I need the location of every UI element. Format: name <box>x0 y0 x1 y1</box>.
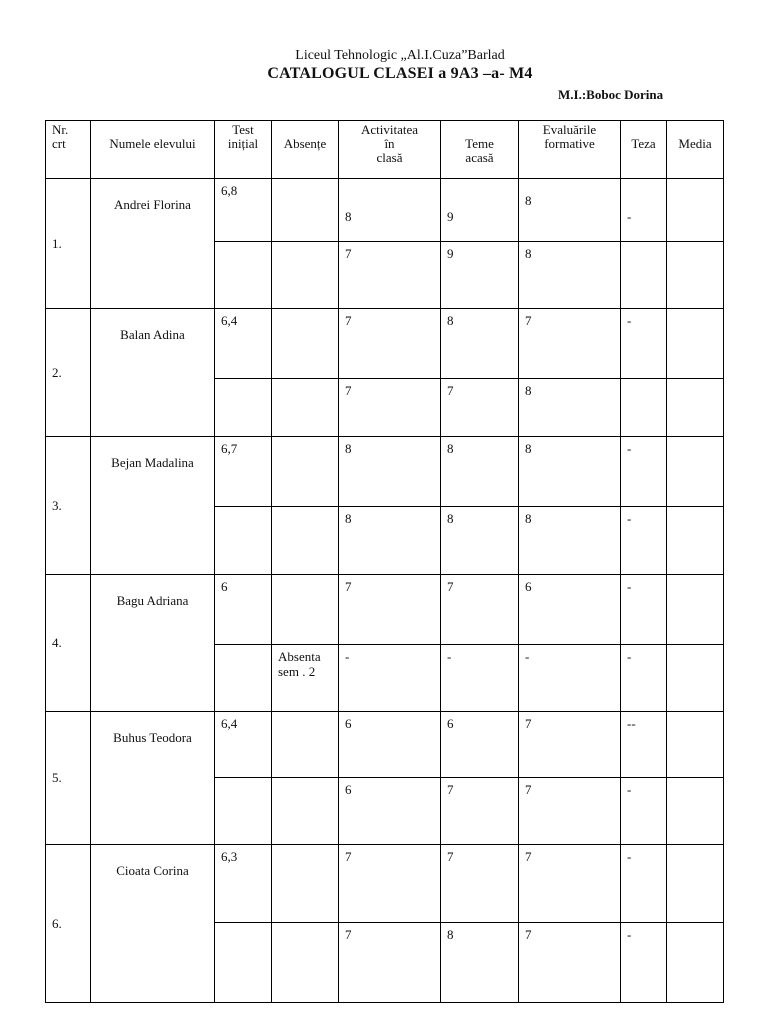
homework-cell <box>441 712 519 778</box>
initial-test-cell-value <box>215 923 271 927</box>
average-cell <box>667 242 724 309</box>
average-cell <box>667 923 724 1003</box>
initial-test-cell-value <box>215 242 271 246</box>
header-average: Media <box>667 121 724 179</box>
homework-cell <box>441 845 519 923</box>
absences-cell <box>272 845 339 923</box>
absences-cell <box>272 645 339 712</box>
class-activity-cell-value: 7 <box>345 579 352 594</box>
document-title: CATALOGUL CLASEI a 9A3 –a- M4 <box>267 65 533 82</box>
average-cell-value <box>667 309 723 313</box>
class-activity-cell-value: - <box>345 649 350 664</box>
header-formative-evaluations: Evaluările formative <box>519 121 621 179</box>
formative-eval-cell <box>519 242 621 309</box>
initial-test-cell <box>215 575 272 645</box>
initial-test-cell-value: 6,4 <box>221 313 238 328</box>
table-row <box>46 845 724 923</box>
class-activity-cell <box>339 242 441 309</box>
student-number: 2. <box>46 309 91 437</box>
header-class-activity: Activitatea în clasă <box>339 121 441 179</box>
student-number: 6. <box>46 845 91 1003</box>
class-activity-cell-value: 8 <box>345 511 352 526</box>
homework-cell-value: 9 <box>447 209 454 224</box>
thesis-cell <box>621 778 667 845</box>
average-cell <box>667 845 724 923</box>
average-cell <box>667 309 724 379</box>
class-activity-cell <box>339 379 441 437</box>
school-name: Liceul Tehnologic „Al.I.Cuza”Barlad <box>295 48 505 63</box>
formative-eval-cell <box>519 437 621 507</box>
student-name-value: Bagu Adriana <box>116 593 189 608</box>
thesis-cell-value: - <box>627 927 632 942</box>
class-activity-cell <box>339 575 441 645</box>
initial-test-cell <box>215 379 272 437</box>
absences-cell <box>272 437 339 507</box>
average-cell-value <box>667 645 723 649</box>
header-nr-crt: Nr. crt <box>46 121 91 179</box>
absences-cell <box>272 309 339 379</box>
initial-test-cell <box>215 923 272 1003</box>
formative-eval-cell-value: 6 <box>525 579 532 594</box>
average-cell-value <box>667 242 723 246</box>
homework-cell-value: 6 <box>447 716 454 731</box>
student-name-value: Andrei Florina <box>114 197 191 212</box>
homework-cell-value: 8 <box>447 927 454 942</box>
formative-eval-cell <box>519 712 621 778</box>
homework-cell-value: - <box>447 649 452 664</box>
homework-cell-value: 8 <box>447 511 454 526</box>
student-name-value: Cioata Corina <box>116 863 189 878</box>
formative-eval-cell <box>519 379 621 437</box>
average-cell-value <box>667 712 723 716</box>
absences-line-2: sem . 2 <box>278 664 316 679</box>
formative-eval-cell <box>519 575 621 645</box>
student-name <box>91 179 215 309</box>
initial-test-cell <box>215 845 272 923</box>
class-activity-cell-value: 6 <box>345 782 352 797</box>
class-activity-cell-value: 8 <box>345 441 352 456</box>
header-thesis: Teza <box>621 121 667 179</box>
thesis-cell <box>621 575 667 645</box>
average-cell-value <box>667 575 723 579</box>
class-activity-cell-value: 8 <box>345 209 352 224</box>
absences-cell <box>272 923 339 1003</box>
homework-cell <box>441 179 519 242</box>
average-cell-value <box>667 923 723 927</box>
initial-test-cell-value: 6,8 <box>221 183 238 198</box>
initial-test-cell <box>215 179 272 242</box>
class-activity-cell <box>339 507 441 575</box>
table-row <box>46 179 724 242</box>
formative-eval-cell-value: 7 <box>525 782 532 797</box>
absences-cell <box>272 507 339 575</box>
formative-eval-cell-value: 7 <box>525 849 532 864</box>
header-initial-test: Test inițial <box>215 121 272 179</box>
thesis-cell <box>621 437 667 507</box>
formative-eval-cell-value: 8 <box>525 193 532 208</box>
absences-line-1: Absenta <box>278 649 321 664</box>
homework-cell <box>441 242 519 309</box>
homework-cell-value: 7 <box>447 782 454 797</box>
class-activity-cell-value: 6 <box>345 716 352 731</box>
student-name-value: Buhus Teodora <box>113 730 192 745</box>
formative-eval-cell <box>519 923 621 1003</box>
thesis-cell-value: - <box>627 313 632 328</box>
thesis-cell-value: -- <box>627 716 636 731</box>
class-activity-cell <box>339 309 441 379</box>
absences-cell <box>272 712 339 778</box>
average-cell-value <box>667 507 723 511</box>
thesis-cell <box>621 712 667 778</box>
homework-cell <box>441 645 519 712</box>
average-cell-value <box>667 845 723 849</box>
average-cell <box>667 778 724 845</box>
average-cell-value <box>667 379 723 383</box>
initial-test-cell <box>215 309 272 379</box>
student-number: 1. <box>46 179 91 309</box>
header-student-name: Numele elevului <box>91 121 215 179</box>
average-cell-value <box>667 437 723 441</box>
thesis-cell-value <box>621 379 666 383</box>
initial-test-cell <box>215 645 272 712</box>
initial-test-cell-value <box>215 507 271 511</box>
initial-test-cell-value <box>215 379 271 383</box>
thesis-cell <box>621 179 667 242</box>
student-number: 3. <box>46 437 91 575</box>
formative-eval-cell <box>519 778 621 845</box>
average-cell <box>667 179 724 242</box>
homework-cell-value: 7 <box>447 383 454 398</box>
initial-test-cell <box>215 778 272 845</box>
teacher-name: Boboc Dorina <box>586 87 664 102</box>
student-number: 5. <box>46 712 91 845</box>
teacher-label <box>558 87 663 103</box>
class-activity-cell <box>339 645 441 712</box>
homework-cell <box>441 923 519 1003</box>
homework-cell <box>441 379 519 437</box>
homework-cell <box>441 575 519 645</box>
thesis-cell-value: - <box>627 579 632 594</box>
homework-cell-value: 7 <box>447 579 454 594</box>
class-activity-cell-value: 7 <box>345 849 352 864</box>
homework-cell-value: 8 <box>447 441 454 456</box>
class-activity-cell <box>339 845 441 923</box>
class-activity-cell-value: 7 <box>345 313 352 328</box>
formative-eval-cell <box>519 645 621 712</box>
formative-eval-cell-value: - <box>525 649 530 664</box>
student-name-value: Balan Adina <box>120 327 185 342</box>
table-row <box>46 437 724 507</box>
average-cell-value <box>667 778 723 782</box>
initial-test-cell-value: 6,3 <box>221 849 238 864</box>
class-activity-cell-value: 7 <box>345 383 352 398</box>
class-activity-cell <box>339 179 441 242</box>
table-row <box>46 309 724 379</box>
student-name <box>91 712 215 845</box>
thesis-cell <box>621 845 667 923</box>
absences-cell <box>272 575 339 645</box>
homework-cell <box>441 437 519 507</box>
initial-test-cell <box>215 437 272 507</box>
average-cell-value <box>667 179 723 183</box>
table-header-row <box>46 121 724 179</box>
absences-cell <box>272 179 339 242</box>
homework-cell-value: 9 <box>447 246 454 261</box>
thesis-cell-value <box>621 242 666 246</box>
homework-cell <box>441 309 519 379</box>
homework-cell <box>441 507 519 575</box>
class-activity-cell <box>339 778 441 845</box>
formative-eval-cell-value: 7 <box>525 313 532 328</box>
absences-cell <box>272 242 339 309</box>
class-activity-cell-value: 7 <box>345 927 352 942</box>
absences-cell <box>272 379 339 437</box>
initial-test-cell <box>215 242 272 309</box>
thesis-cell-value: - <box>627 209 632 224</box>
average-cell <box>667 437 724 507</box>
average-cell <box>667 575 724 645</box>
student-name <box>91 575 215 712</box>
class-activity-cell-value: 7 <box>345 246 352 261</box>
thesis-cell <box>621 507 667 575</box>
table-row <box>46 712 724 778</box>
thesis-cell-value: - <box>627 849 632 864</box>
student-name <box>91 437 215 575</box>
student-name-value: Bejan Madalina <box>111 455 194 470</box>
homework-cell <box>441 778 519 845</box>
formative-eval-cell-value: 8 <box>525 441 532 456</box>
thesis-cell-value: - <box>627 649 632 664</box>
student-name <box>91 845 215 1003</box>
thesis-cell <box>621 379 667 437</box>
student-number: 4. <box>46 575 91 712</box>
thesis-cell <box>621 645 667 712</box>
thesis-cell-value: - <box>627 441 632 456</box>
initial-test-cell-value <box>215 645 271 649</box>
thesis-cell <box>621 923 667 1003</box>
initial-test-cell-value <box>215 778 271 782</box>
formative-eval-cell-value: 8 <box>525 383 532 398</box>
average-cell <box>667 507 724 575</box>
class-activity-cell <box>339 712 441 778</box>
thesis-cell-value: - <box>627 782 632 797</box>
initial-test-cell-value: 6 <box>221 579 228 594</box>
grades-table <box>45 120 724 1003</box>
thesis-cell <box>621 309 667 379</box>
thesis-cell <box>621 242 667 309</box>
formative-eval-cell <box>519 309 621 379</box>
table-row <box>46 575 724 645</box>
header-absences: Absențe <box>272 121 339 179</box>
class-activity-cell <box>339 437 441 507</box>
formative-eval-cell-value: 8 <box>525 246 532 261</box>
student-name <box>91 309 215 437</box>
average-cell <box>667 645 724 712</box>
initial-test-cell <box>215 507 272 575</box>
header-homework: Teme acasă <box>441 121 519 179</box>
initial-test-cell <box>215 712 272 778</box>
formative-eval-cell-value: 7 <box>525 927 532 942</box>
formative-eval-cell-value: 8 <box>525 511 532 526</box>
teacher-prefix: M.I.: <box>558 87 587 102</box>
formative-eval-cell-value: 7 <box>525 716 532 731</box>
table-body <box>46 179 724 1003</box>
average-cell <box>667 712 724 778</box>
average-cell <box>667 379 724 437</box>
absences-cell <box>272 778 339 845</box>
class-activity-cell <box>339 923 441 1003</box>
homework-cell-value: 7 <box>447 849 454 864</box>
thesis-cell-value: - <box>627 511 632 526</box>
formative-eval-cell <box>519 507 621 575</box>
initial-test-cell-value: 6,4 <box>221 716 238 731</box>
homework-cell-value: 8 <box>447 313 454 328</box>
initial-test-cell-value: 6,7 <box>221 441 238 456</box>
formative-eval-cell <box>519 179 621 242</box>
formative-eval-cell <box>519 845 621 923</box>
